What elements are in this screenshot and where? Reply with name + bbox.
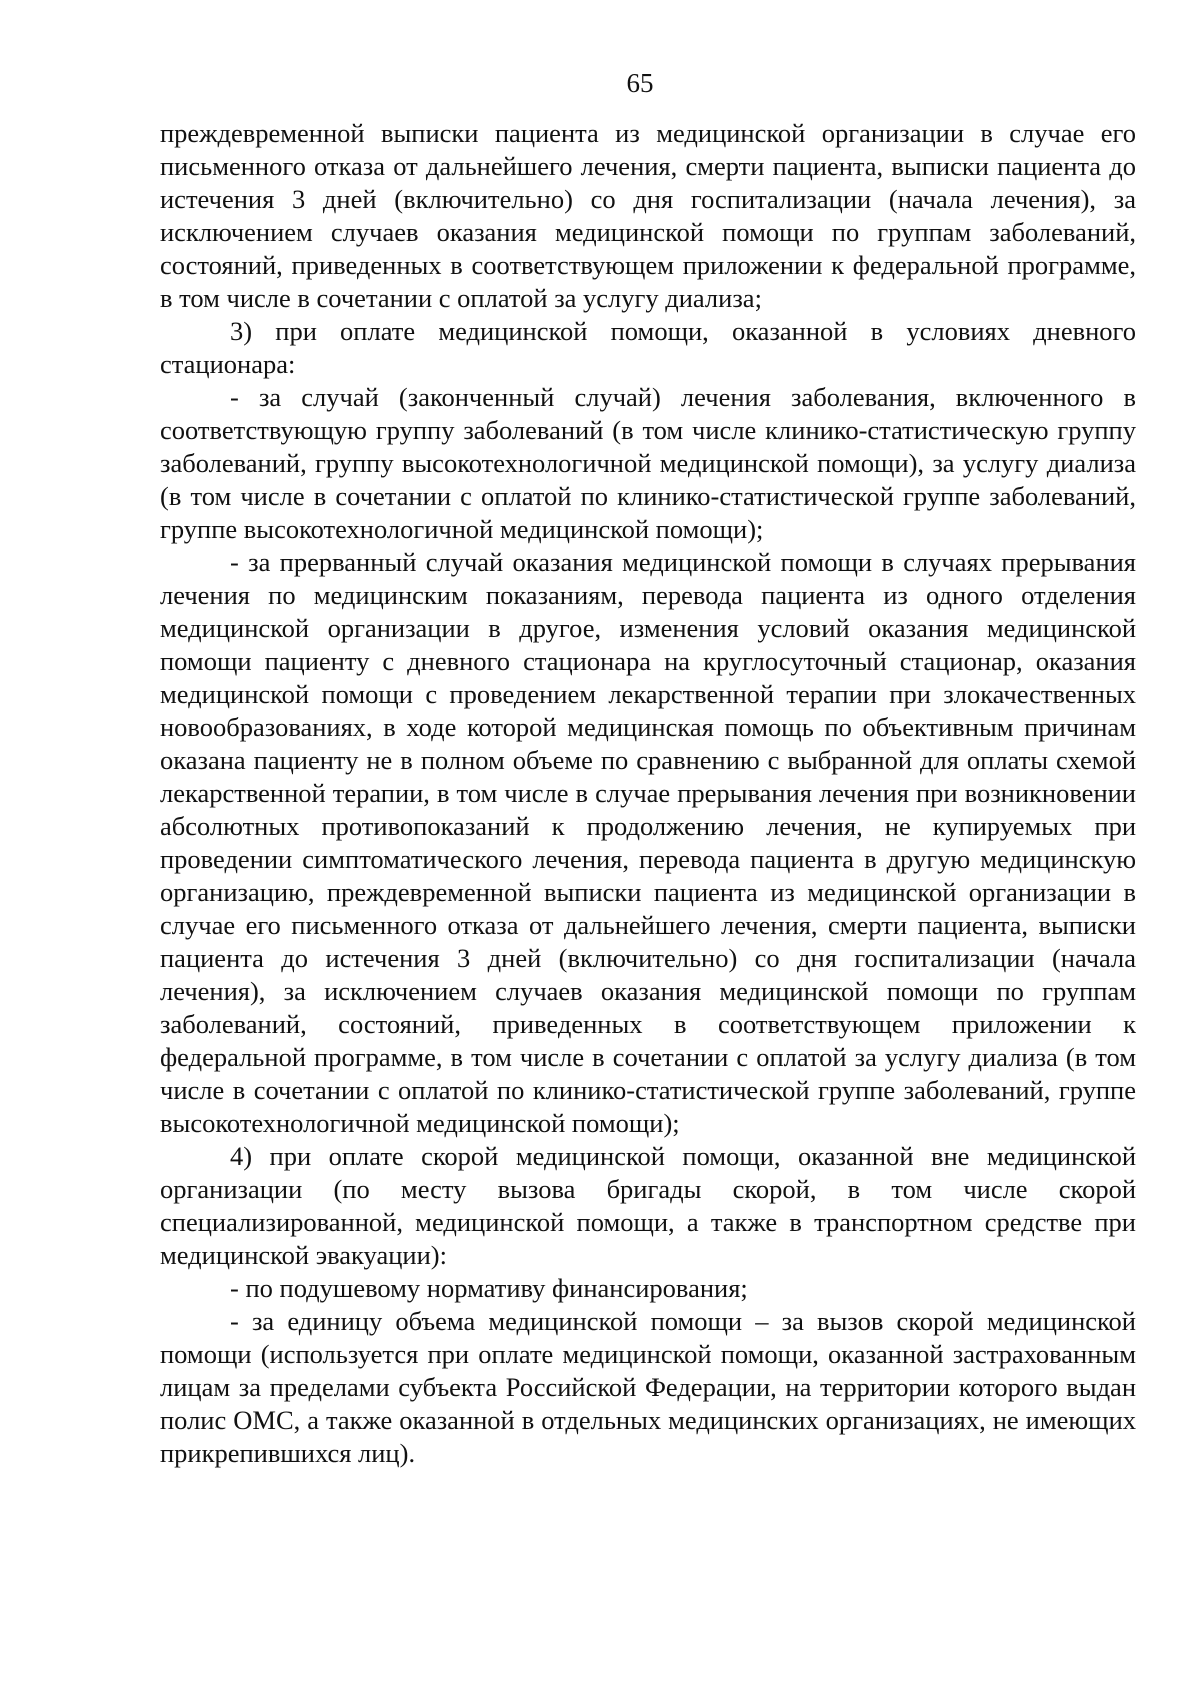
paragraph-item-3-day-hospital: 3) при оплате медицинской помощи, оказанной в условиях дневного стационара: bbox=[160, 316, 1136, 379]
paragraph-item-4-emergency-care: 4) при оплате скорой медицинской помощи, оказанной вне медицинской организации (по месту вызова бригады скорой, в том числе скорой специализированной, медицинской помощи, а также в транспортном средстве при медицинской эвакуации): bbox=[160, 1141, 1136, 1270]
paragraph-per-capita-standard: - по подушевому нормативу финансирования; bbox=[230, 1273, 748, 1303]
document-body bbox=[160, 117, 1136, 1470]
paragraph-completed-case: - за случай (законченный случай) лечения заболевания, включенного в соответствующую группу заболеваний (в том числе клинико-статистическую группу заболеваний, группу высокотехнологичной медицинской помощи), за услугу диализа (в том числе в сочетании с оплатой по клинико-статистической группе заболеваний, группе высокотехнологичной медицинской помощи); bbox=[160, 382, 1136, 544]
paragraph-continuation: преждевременной выписки пациента из медицинской организации в случае его письменного отказа от дальнейшего лечения, смерти пациента, выписки пациента до истечения 3 дней (включительно) со дня госпитализации (начала лечения), за исключением случаев оказания медицинской помощи по группам заболеваний, состояний, приведенных в соответствующем приложении к федеральной программе, в том числе в сочетании с оплатой за услугу диализа; bbox=[160, 118, 1136, 313]
page-number: 65 bbox=[626, 68, 654, 98]
paragraph-unit-of-volume: - за единицу объема медицинской помощи – за вызов скорой медицинской помощи (используется при оплате медицинской помощи, оказанной застрахованным лицам за пределами субъекта Российской Федерации, на территории которого выдан полис ОМС, а также оказанной в отдельных медицинских организациях, не имеющих прикрепившихся лиц). bbox=[160, 1306, 1136, 1468]
paragraph-interrupted-case: - за прерванный случай оказания медицинской помощи в случаях прерывания лечения по медицинским показаниям, перевода пациента из одного отделения медицинской организации в другое, изменения условий оказания медицинской помощи пациенту с дневного стационара на круглосуточный стационар, оказания медицинской помощи с проведением лекарственной терапии при злокачественных новообразованиях, в ходе которой медицинская помощь по объективным причинам оказана пациенту не в полном объеме по сравнению с выбранной для оплаты схемой лекарственной терапии, в том числе в случае прерывания лечения при возникновении абсолютных противопоказаний к продолжению лечения, не купируемых при проведении симптоматического лечения, перевода пациента в другую медицинскую организацию, преждевременной выписки пациента из медицинской организации в случае его письменного отказа от дальнейшего лечения, смерти пациента, выписки пациента до истечения 3 дней (включительно) со дня госпитализации (начала лечения), за исключением случаев оказания медицинской помощи по группам заболеваний, состояний, приведенных в соответствующем приложении к федеральной программе, в том числе в сочетании с оплатой за услугу диализа (в том числе в сочетании с оплатой по клинико-статистической группе заболеваний, группе высокотехнологичной медицинской помощи); bbox=[160, 547, 1136, 1138]
